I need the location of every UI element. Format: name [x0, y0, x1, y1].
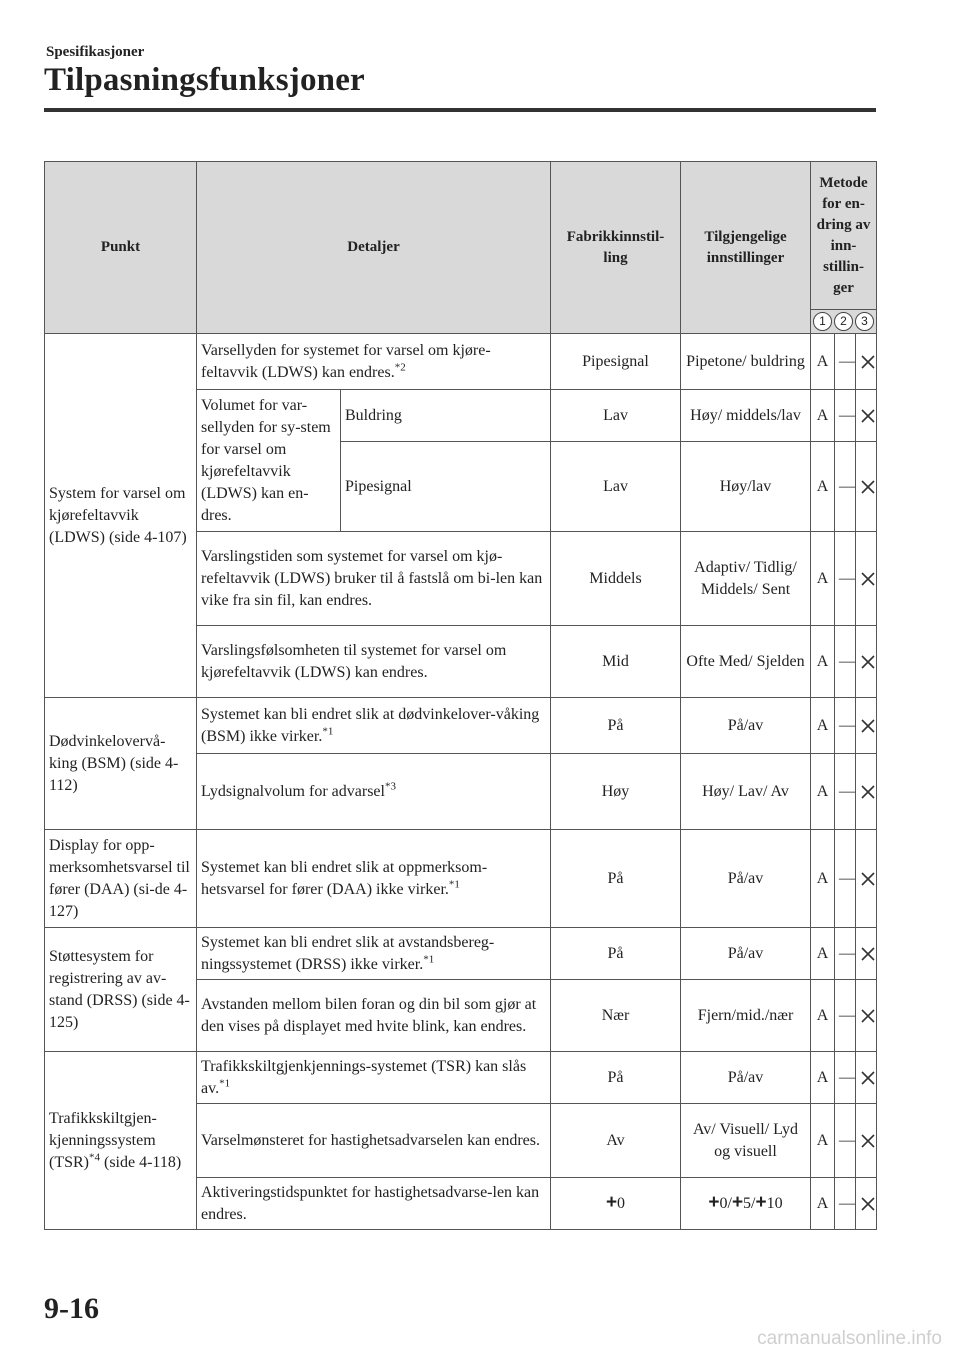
plus-icon: + — [731, 1192, 744, 1213]
table-row — [45, 928, 877, 980]
cross-icon — [860, 871, 876, 887]
cross-icon — [860, 479, 876, 495]
factory-setting: Lav — [551, 442, 681, 532]
cross-icon — [860, 1133, 876, 1149]
factory-setting: På — [551, 928, 681, 980]
factory-setting: Høy — [551, 754, 681, 830]
available-settings: Av/ Visuell/ Lyd og visuell — [681, 1104, 811, 1178]
header-metode: Metode for en-dring av inn-stillin-ger — [811, 162, 877, 310]
header-detaljer: Detaljer — [197, 162, 551, 334]
item-tsr: Trafikkskiltgjen-kjenningssystem (TSR)$^{*4}$ (side 4-118) — [45, 1052, 197, 1230]
factory-setting: +0 — [551, 1178, 681, 1230]
method-a: A — [811, 442, 835, 532]
available-settings: +0/+5/+10 — [681, 1178, 811, 1230]
header-punkt: Punkt — [45, 162, 197, 334]
method-a: A — [811, 532, 835, 626]
method-number-3: 3 — [855, 312, 874, 331]
item-bsm: Dødvinkelovervå-king (BSM) (side 4-112) — [45, 698, 197, 830]
method-dash: — — [835, 1052, 856, 1104]
detail-cell: Systemet kan bli endret slik at oppmerksom-hetsvarsel for fører (DAA) ikke virker.$^{*1}$ — [197, 830, 551, 928]
method-a: A — [811, 980, 835, 1052]
method-a: A — [811, 1052, 835, 1104]
method-a: A — [811, 626, 835, 698]
method-numbers — [811, 310, 877, 334]
cross-icon — [860, 654, 876, 670]
available-settings: Adaptiv/ Tidlig/ Middels/ Sent — [681, 532, 811, 626]
method-dash: — — [835, 928, 856, 980]
table-row — [45, 334, 877, 390]
detail-cell: Varsellyden for systemet for varsel om kjøre-feltavvik (LDWS) kan endres.$^{*2}$ — [197, 334, 551, 390]
method-dash: — — [835, 980, 856, 1052]
method-dash: — — [835, 390, 856, 442]
factory-setting: Mid — [551, 626, 681, 698]
factory-setting: Nær — [551, 980, 681, 1052]
detail-cell: Systemet kan bli endret slik at avstandsbereg-ningssystemet (DRSS) ikke virker.$^{*1}$ — [197, 928, 551, 980]
cross-icon — [860, 571, 876, 587]
available-settings: Høy/ Lav/ Av — [681, 754, 811, 830]
cross-icon — [860, 1008, 876, 1024]
available-settings: Fjern/mid./nær — [681, 980, 811, 1052]
detail-cell: Systemet kan bli endret slik at dødvinkelover-våking (BSM) ikke virker.$^{*1}$ — [197, 698, 551, 754]
item-ldws: System for varsel om kjørefeltavvik (LDWS) (side 4-107) — [45, 334, 197, 698]
factory-setting: På — [551, 1052, 681, 1104]
available-settings: Høy/ middels/lav — [681, 390, 811, 442]
table-row — [45, 698, 877, 754]
header-tilgjengelige: Tilgjengelige innstillinger — [681, 162, 811, 334]
item-daa: Display for opp-merksomhetsvarsel til fører (DAA) (si-de 4-127) — [45, 830, 197, 928]
plus-icon: + — [755, 1192, 767, 1213]
available-settings: Høy/lav — [681, 442, 811, 532]
detail-cell: Aktiveringstidspunktet for hastighetsadvarse-len kan endres. — [197, 1178, 551, 1230]
available-settings: På/av — [681, 928, 811, 980]
method-a: A — [811, 390, 835, 442]
factory-setting: Middels — [551, 532, 681, 626]
cross-icon — [860, 408, 876, 424]
page-title: Tilpasningsfunksjoner — [44, 62, 365, 98]
detail-cell: Trafikkskiltgjenkjennings-systemet (TSR) kan slås av.$^{*1}$ — [197, 1052, 551, 1104]
available-settings: På/av — [681, 698, 811, 754]
method-a: A — [811, 698, 835, 754]
available-settings: Ofte Med/ Sjelden — [681, 626, 811, 698]
factory-setting: På — [551, 698, 681, 754]
watermark: carmanualsonline.info — [757, 1328, 942, 1349]
cross-icon — [860, 354, 876, 370]
method-dash: — — [835, 698, 856, 754]
detail-cell: Varslingstiden som systemet for varsel om kjø-refeltavvik (LDWS) bruker til å fastslå om bi-len kan vike fra sin fil, kan endres. — [197, 532, 551, 626]
method-number-2: 2 — [834, 312, 853, 331]
cross-icon — [860, 784, 876, 800]
cross-icon — [860, 1070, 876, 1086]
factory-setting: Pipesignal — [551, 334, 681, 390]
method-dash: — — [835, 626, 856, 698]
detail-cell: Varslingsfølsomheten til systemet for varsel om kjørefeltavvik (LDWS) kan endres. — [197, 626, 551, 698]
plus-icon: + — [708, 1192, 720, 1213]
method-dash: — — [835, 754, 856, 830]
factory-setting: Lav — [551, 390, 681, 442]
detail-cell: Varselmønsteret for hastighetsadvarselen kan endres. — [197, 1104, 551, 1178]
method-number-1: 1 — [813, 312, 832, 331]
method-a: A — [811, 1104, 835, 1178]
section-label: Spesifikasjoner — [46, 44, 145, 60]
available-settings: Pipetone/ buldring — [681, 334, 811, 390]
method-a: A — [811, 334, 835, 390]
detail-cell: Avstanden mellom bilen foran og din bil som gjør at den vises på displayet med hvite blink, kan endres. — [197, 980, 551, 1052]
method-dash: — — [835, 1104, 856, 1178]
detail-cell: Pipesignal — [341, 442, 551, 532]
method-a: A — [811, 1178, 835, 1230]
table-row — [45, 830, 877, 928]
table-row — [45, 1052, 877, 1104]
method-a: A — [811, 928, 835, 980]
customization-table — [44, 161, 877, 1230]
detail-cell: Lydsignalvolum for advarsel$^{*3}$ — [197, 754, 551, 830]
detail-cell: Buldring — [341, 390, 551, 442]
cross-icon — [860, 946, 876, 962]
method-dash: — — [835, 1178, 856, 1230]
method-dash: — — [835, 532, 856, 626]
method-dash: — — [835, 334, 856, 390]
method-a: A — [811, 830, 835, 928]
factory-setting: På — [551, 830, 681, 928]
cross-icon — [860, 718, 876, 734]
title-rule — [44, 108, 876, 112]
plus-icon: + — [605, 1192, 618, 1213]
method-dash: — — [835, 442, 856, 532]
method-a: A — [811, 754, 835, 830]
factory-setting: Av — [551, 1104, 681, 1178]
cross-icon — [860, 1196, 876, 1212]
method-dash: — — [835, 830, 856, 928]
available-settings: På/av — [681, 1052, 811, 1104]
sub-item-volum: Volumet for var-sellyden for sy-stem for varsel om kjørefeltavvik (LDWS) kan en-dres. — [197, 390, 341, 532]
header-row — [45, 162, 877, 310]
header-fabrikk: Fabrikkinnstil-ling — [551, 162, 681, 334]
available-settings: På/av — [681, 830, 811, 928]
item-drss: Støttesystem for registrering av av-stand (DRSS) (side 4-125) — [45, 928, 197, 1052]
page-number: 9-16 — [44, 1292, 99, 1325]
